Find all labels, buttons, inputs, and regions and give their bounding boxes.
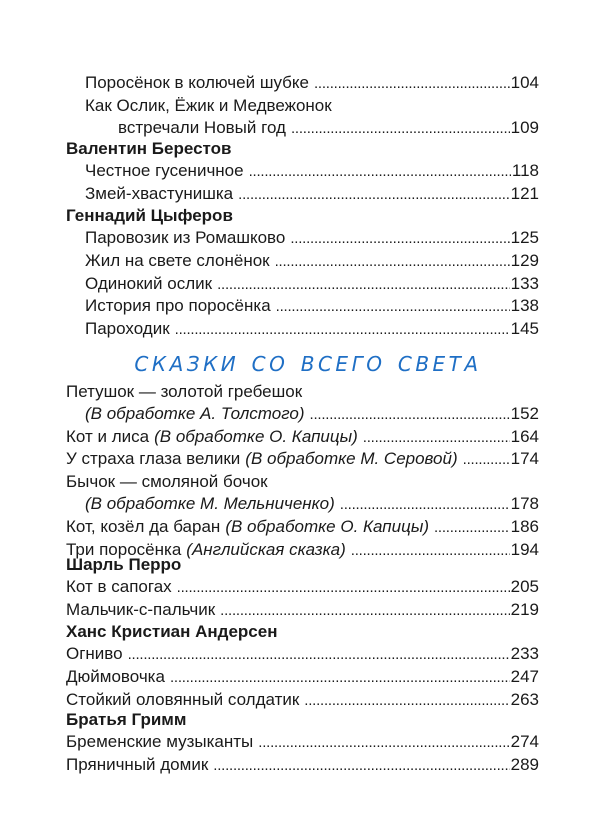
entry-title: Пароходик (85, 319, 170, 339)
entry-page: 164 (510, 426, 539, 446)
entry-page: 178 (510, 493, 539, 513)
entry-page: 263 (510, 689, 539, 709)
dot-leader (434, 517, 510, 539)
entry-title: Поросёнок в колючей шубке (85, 73, 309, 92)
entry-page: 145 (510, 319, 539, 339)
entry-page: 118 (511, 161, 539, 180)
toc-group-continued (66, 72, 539, 139)
dot-leader (290, 228, 509, 250)
author-heading: Валентин Берестов (66, 139, 232, 158)
entry-title: Жил на свете слонёнок (85, 250, 270, 270)
toc-entry (66, 731, 539, 754)
toc-entry (66, 403, 539, 426)
entry-title: У страха глаза велики (66, 449, 241, 469)
dot-leader (291, 118, 510, 140)
dot-leader (340, 494, 510, 516)
entry-page: 186 (510, 516, 539, 536)
toc-entry (66, 318, 539, 341)
toc-entry (66, 295, 539, 318)
toc-entry (66, 576, 539, 599)
toc-entry (66, 72, 539, 95)
entry-note: (В обработке О. Капицы) (154, 426, 358, 446)
toc-entry (66, 754, 539, 777)
toc-group-berestov (66, 138, 539, 206)
entry-title: Кот в сапогах (66, 577, 172, 596)
dot-leader (314, 73, 510, 95)
dot-leader (238, 184, 509, 206)
toc-entry (66, 689, 539, 712)
entry-title: Огниво (66, 644, 123, 663)
toc-entry (66, 183, 539, 206)
author-heading: Шарль Перро (66, 555, 182, 574)
entry-page: 233 (510, 644, 539, 663)
entry-page: 125 (510, 228, 539, 247)
entry-title: История про поросёнка (85, 296, 271, 316)
entry-title: Паровозик из Ромашково (85, 228, 286, 247)
toc-entry (66, 160, 539, 183)
entry-title: Честное гусеничное (85, 161, 244, 180)
entry-note: (Английская сказка) (186, 539, 346, 559)
entry-page: 194 (510, 539, 539, 559)
dot-leader (213, 755, 509, 777)
entry-page: 247 (510, 666, 539, 686)
toc-entry (66, 426, 539, 449)
dot-leader (310, 404, 510, 426)
dot-leader (220, 600, 509, 622)
entry-page: 174 (510, 449, 539, 469)
author-heading: Геннадий Цыферов (66, 206, 233, 225)
entry-page: 274 (510, 732, 539, 751)
entry-title: Одинокий ослик (85, 273, 213, 293)
entry-page: 138 (510, 296, 539, 316)
dot-leader (249, 161, 511, 183)
entry-title: Змей-хвастунишка (85, 183, 234, 203)
dot-leader (275, 251, 510, 273)
section-title: сказки со всего света (134, 345, 482, 378)
entry-note: (В обработке О. Капицы) (225, 516, 429, 536)
entry-title: Три поросёнка (66, 539, 182, 559)
toc-entry (66, 599, 539, 622)
entry-page: 289 (510, 754, 539, 774)
entry-title: Мальчик-с-пальчик (66, 599, 216, 619)
author-heading: Ханс Кристиан Андерсен (66, 622, 278, 641)
entry-page: 152 (510, 403, 539, 423)
entry-title: встречали Новый год (118, 117, 286, 137)
dot-leader (177, 577, 510, 599)
toc-group-tsyferov (66, 205, 539, 341)
toc-entry (66, 448, 539, 471)
dot-leader (276, 296, 510, 318)
toc-entry (66, 471, 539, 493)
entry-title: Стойкий оловянный солдатик (66, 689, 300, 709)
entry-page: 109 (510, 117, 539, 137)
entry-note: (В обработке А. Толстого) (85, 403, 305, 423)
entry-title: Бычок — смоляной бочок (66, 472, 268, 492)
entry-note: (В обработке М. Мельниченко) (85, 493, 335, 513)
toc-group-world-tales (66, 381, 539, 561)
dot-leader (170, 667, 510, 689)
toc-entry (66, 516, 539, 539)
entry-page: 219 (510, 599, 539, 619)
toc-entry (66, 117, 539, 140)
dot-leader (363, 427, 510, 449)
toc-entry (66, 273, 539, 296)
entry-title: Бременские музыканты (66, 732, 254, 751)
toc-group-andersen (66, 621, 539, 711)
entry-title: Кот и лиса (66, 426, 150, 446)
toc-entry (66, 250, 539, 273)
toc-entry (66, 666, 539, 689)
entry-title: Дюймовочка (66, 666, 165, 686)
dot-leader (128, 644, 510, 666)
toc-entry (66, 493, 539, 516)
entry-title: Кот, козёл да баран (66, 516, 221, 536)
dot-leader (463, 449, 510, 471)
toc-entry (66, 95, 539, 117)
toc-group-grimm (66, 709, 539, 777)
entry-title: Пряничный домик (66, 754, 209, 774)
entry-title: Петушок — золотой гребешок (66, 382, 303, 401)
dot-leader (258, 732, 509, 754)
toc-entry (66, 381, 539, 403)
entry-note: (В обработке М. Серовой) (245, 449, 458, 469)
author-heading: Братья Гримм (66, 710, 187, 729)
entry-page: 129 (510, 250, 539, 270)
entry-page: 104 (510, 73, 539, 92)
entry-page: 121 (510, 183, 539, 203)
entry-title: Как Ослик, Ёжик и Медвежонок (85, 95, 332, 115)
entry-page: 133 (510, 273, 539, 293)
entry-page: 205 (510, 577, 539, 596)
toc-entry (66, 227, 539, 250)
dot-leader (175, 319, 510, 341)
toc-group-perrault (66, 554, 539, 622)
toc-entry (66, 643, 539, 666)
dot-leader (217, 274, 510, 296)
